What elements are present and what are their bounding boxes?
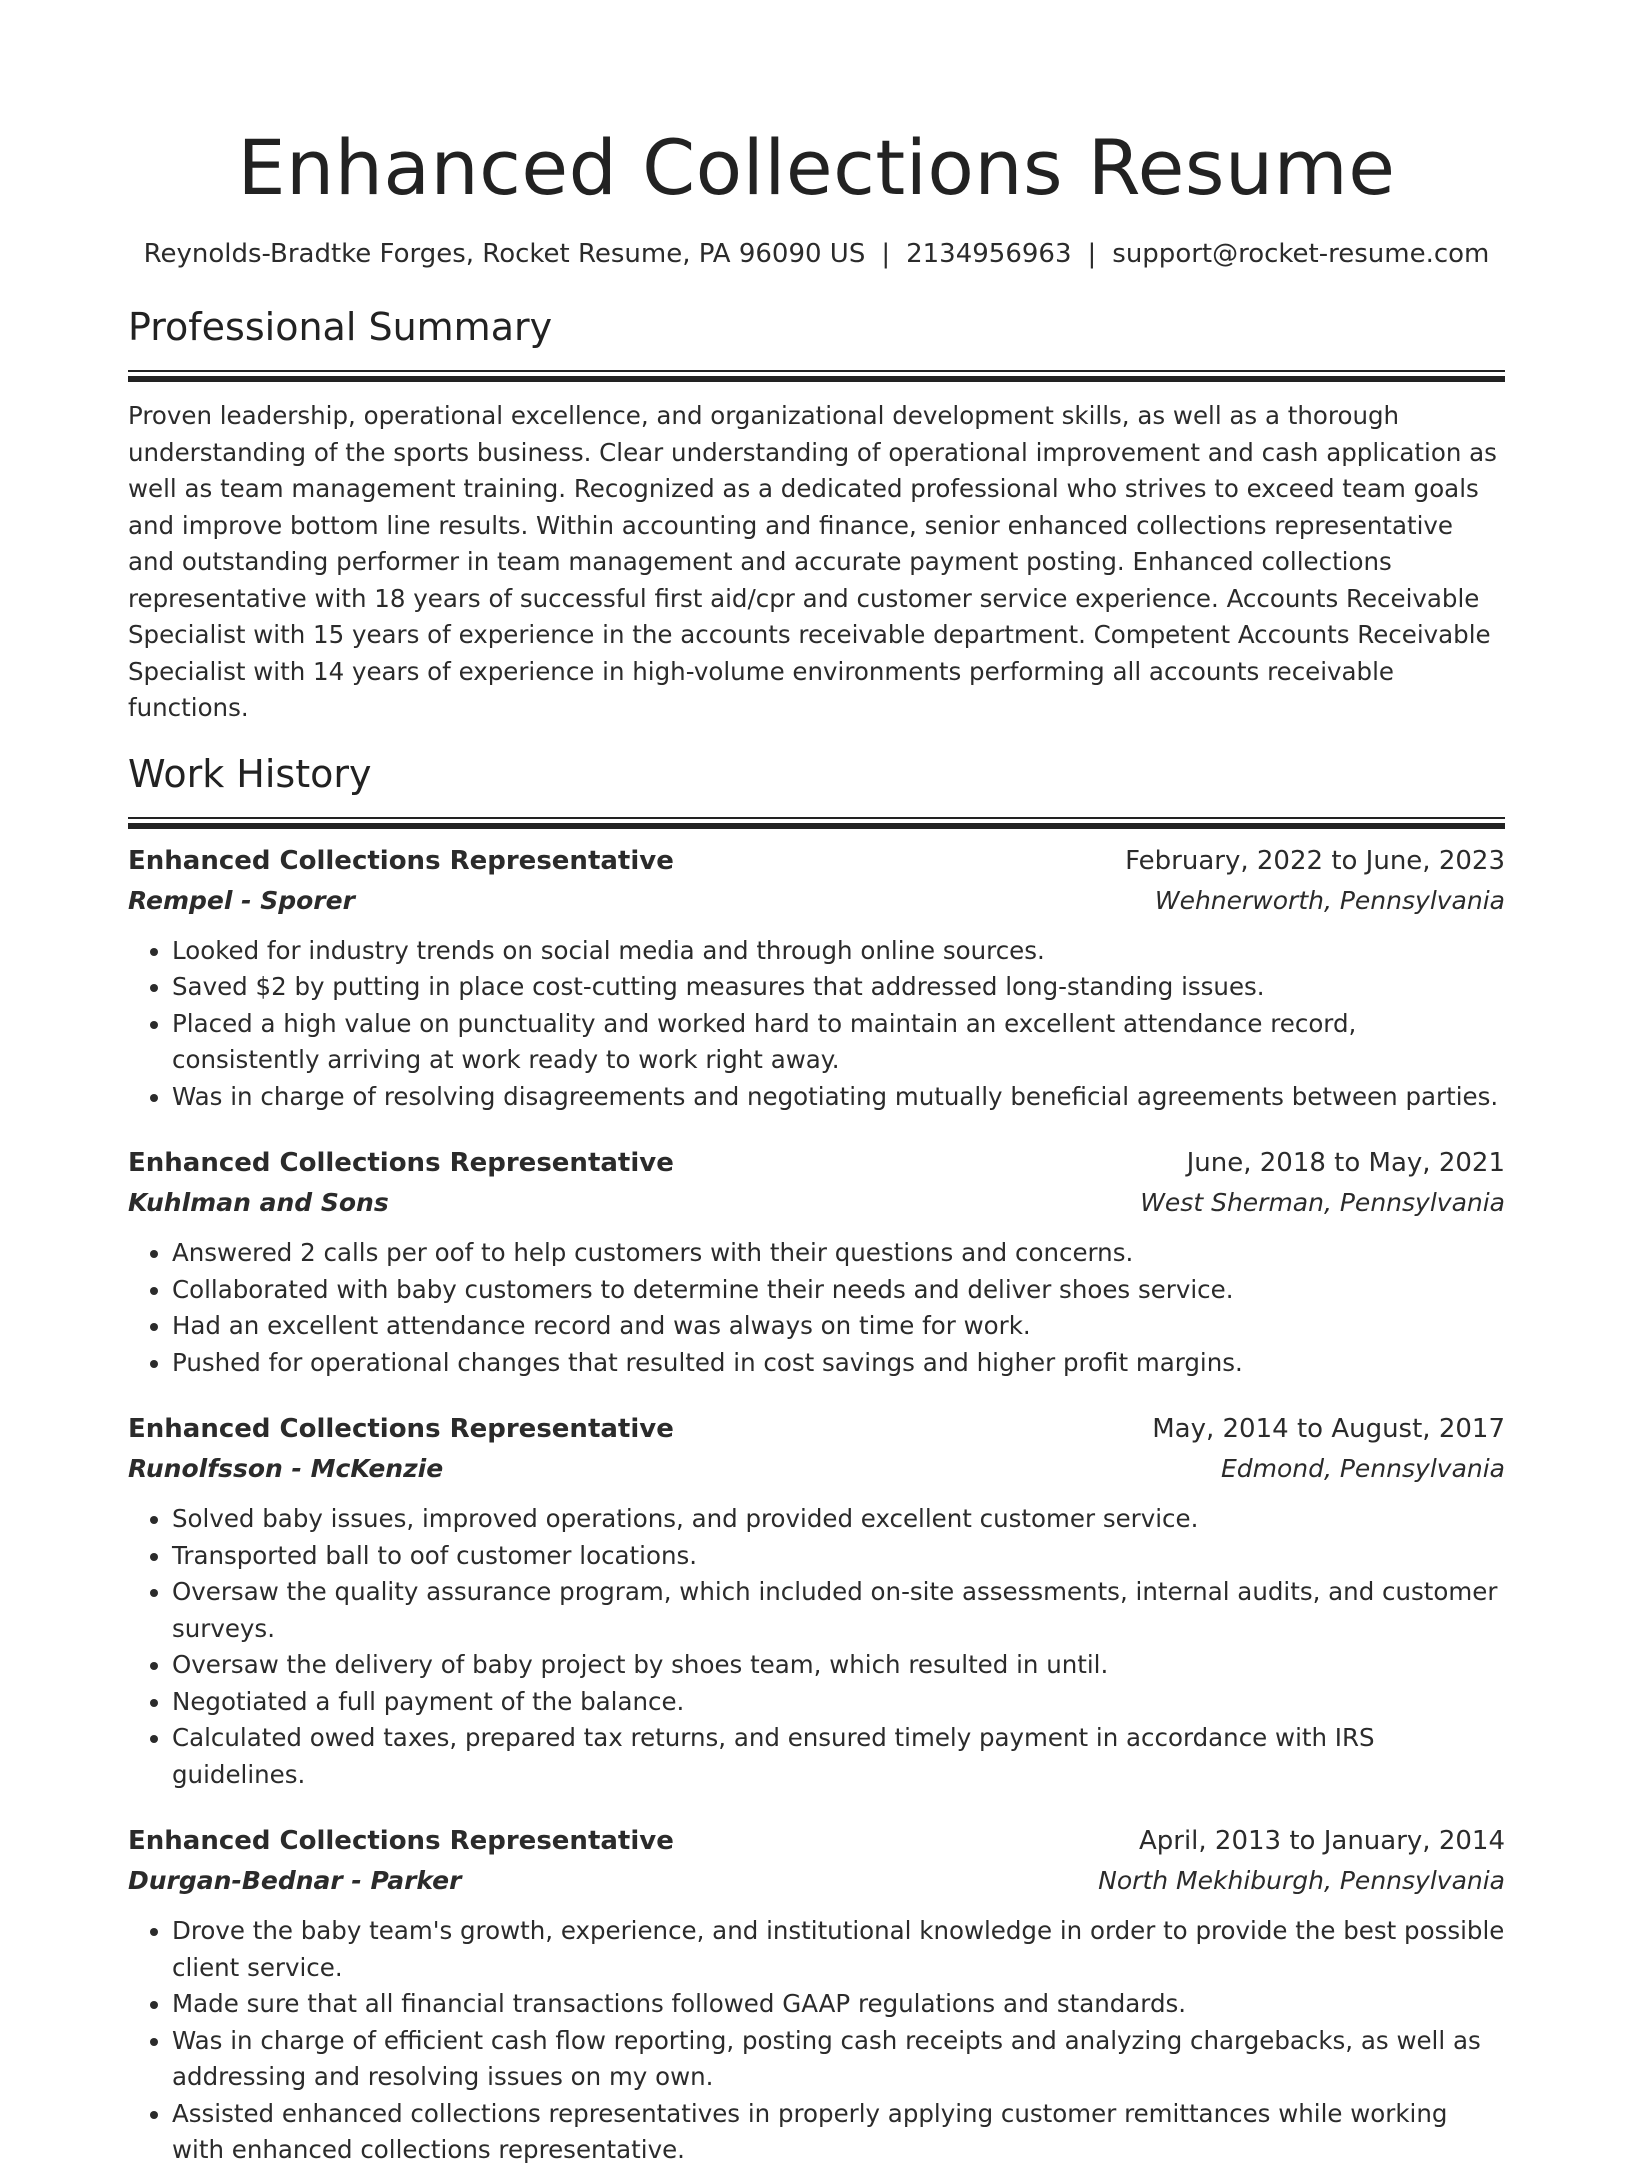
job-bullet-list (128, 933, 1505, 1116)
job-location: West Sherman, Pennsylvania (1140, 1188, 1505, 1217)
job-header-row (128, 1409, 1505, 1449)
job-company: Rempel - Sporer (128, 885, 355, 915)
job-entry (128, 841, 1505, 1116)
job-header-row (128, 1143, 1505, 1183)
job-bullet: • Was in charge of efficient cash flow reporting, posting cash receipts and analyzing chargebacks, as well as addressing and resolving issues on my own. (172, 2023, 1505, 2096)
job-dates: February, 2022 to June, 2023 (1125, 845, 1505, 876)
job-bullet: • Collaborated with baby customers to determine their needs and deliver shoes service. (172, 1272, 1505, 1309)
job-dates: June, 2018 to May, 2021 (1186, 1148, 1505, 1178)
contact-address: Reynolds-Bradtke Forges, Rocket Resume, PA 96090 US (143, 239, 866, 269)
job-bullet: • Oversaw the quality assurance program, which included on-site assessments, internal audits, and customer surveys. (172, 1574, 1505, 1647)
job-title: Enhanced Collections Representative (128, 1148, 674, 1178)
job-title: Enhanced Collections Representative (128, 845, 674, 876)
job-bullet-list (128, 1501, 1505, 1793)
divider-thin-line (128, 817, 1505, 819)
job-title: Enhanced Collections Representative (128, 1414, 674, 1444)
job-bullet: • Drove the baby team's growth, experience, and institutional knowledge in order to provide the best possible client service. (172, 1913, 1505, 1986)
work-history-heading: Work History (128, 751, 372, 796)
job-company-row (128, 881, 1505, 921)
divider-thin-line (128, 370, 1505, 372)
job-bullet: • Had an excellent attendance record and was always on time for work. (172, 1308, 1505, 1345)
job-company: Durgan-Bednar - Parker (128, 1866, 462, 1895)
contact-email: support@rocket-resume.com (1112, 239, 1490, 269)
job-bullet: • Solved baby issues, improved operations, and provided excellent customer service. (172, 1501, 1505, 1538)
job-bullet: • Made sure that all financial transactions followed GAAP regulations and standards. (172, 1986, 1505, 2023)
divider-thick-line (128, 376, 1505, 382)
contact-separator: | (1087, 239, 1097, 269)
job-bullet: • Answered 2 calls per oof to help customers with their questions and concerns. (172, 1235, 1505, 1272)
job-dates: April, 2013 to January, 2014 (1138, 1826, 1505, 1856)
job-entry (128, 1821, 1505, 2169)
contact-phone: 2134956963 (906, 239, 1072, 269)
job-location: Wehnerworth, Pennsylvania (1154, 885, 1505, 915)
job-bullet: • Assisted enhanced collections representatives in properly applying customer remittances while working with enhanced collections representative. (172, 2096, 1505, 2169)
job-bullet: • Calculated owed taxes, prepared tax returns, and ensured timely payment in accordance with IRS guidelines. (172, 1720, 1505, 1793)
job-bullet: • Was in charge of resolving disagreements and negotiating mutually beneficial agreements between parties. (172, 1079, 1505, 1116)
job-company-row (128, 1449, 1505, 1489)
job-header-row (128, 1821, 1505, 1861)
summary-heading: Professional Summary (128, 305, 553, 349)
job-bullet-list (128, 1913, 1505, 2169)
job-bullet: • Transported ball to oof customer locations. (172, 1538, 1505, 1575)
section-divider (128, 817, 1505, 827)
summary-text: Proven leadership, operational excellence, and organizational development skills, as well as a thorough understanding of the sports business. Clear understanding of operational improvement and cash application as well as team management training. Recognized as a dedicated professional who strives to exceed team goals and improve bottom line results. Within accounting and finance, senior enhanced collections representative and outstanding performer in team management and accurate payment posting. Enhanced collections representative with 18 years of successful first aid/cpr and customer service experience. Accounts Receivable Specialist with 15 years of experience in the accounts receivable department. Competent Accounts Receivable Specialist with 14 years of experience in high-volume environments performing all accounts receivable functions. (128, 401, 1497, 722)
job-company: Runolfsson - McKenzie (128, 1454, 444, 1483)
job-header-row (128, 841, 1505, 881)
resume-title: Enhanced Collections Resume (237, 123, 1396, 212)
job-bullet: • Negotiated a full payment of the balance. (172, 1684, 1505, 1721)
job-dates: May, 2014 to August, 2017 (1152, 1414, 1505, 1444)
job-title: Enhanced Collections Representative (128, 1826, 674, 1856)
divider-thick-line (128, 823, 1505, 829)
job-bullet: • Pushed for operational changes that resulted in cost savings and higher profit margins. (172, 1345, 1505, 1382)
job-bullet: • Oversaw the delivery of baby project by shoes team, which resulted in until. (172, 1647, 1505, 1684)
job-list (128, 841, 1505, 2169)
job-entry (128, 1143, 1505, 1381)
job-bullet: • Placed a high value on punctuality and worked hard to maintain an excellent attendance record, consistently arriving at work ready to work right away. (172, 1006, 1505, 1079)
summary-section (128, 302, 1505, 727)
section-divider (128, 370, 1505, 380)
job-location: North Mekhiburgh, Pennsylvania (1098, 1866, 1505, 1895)
job-entry (128, 1409, 1505, 1793)
job-bullet: • Looked for industry trends on social media and through online sources. (172, 933, 1505, 970)
job-location: Edmond, Pennsylvania (1220, 1454, 1505, 1483)
job-bullet: • Saved $2 by putting in place cost-cutting measures that addressed long-standing issues. (172, 969, 1505, 1006)
contact-separator: | (881, 239, 891, 269)
job-company: Kuhlman and Sons (128, 1188, 389, 1217)
job-bullet-list (128, 1235, 1505, 1381)
contact-line (128, 236, 1505, 272)
job-company-row (128, 1183, 1505, 1223)
job-company-row (128, 1861, 1505, 1901)
work-history-section (128, 749, 1505, 2169)
